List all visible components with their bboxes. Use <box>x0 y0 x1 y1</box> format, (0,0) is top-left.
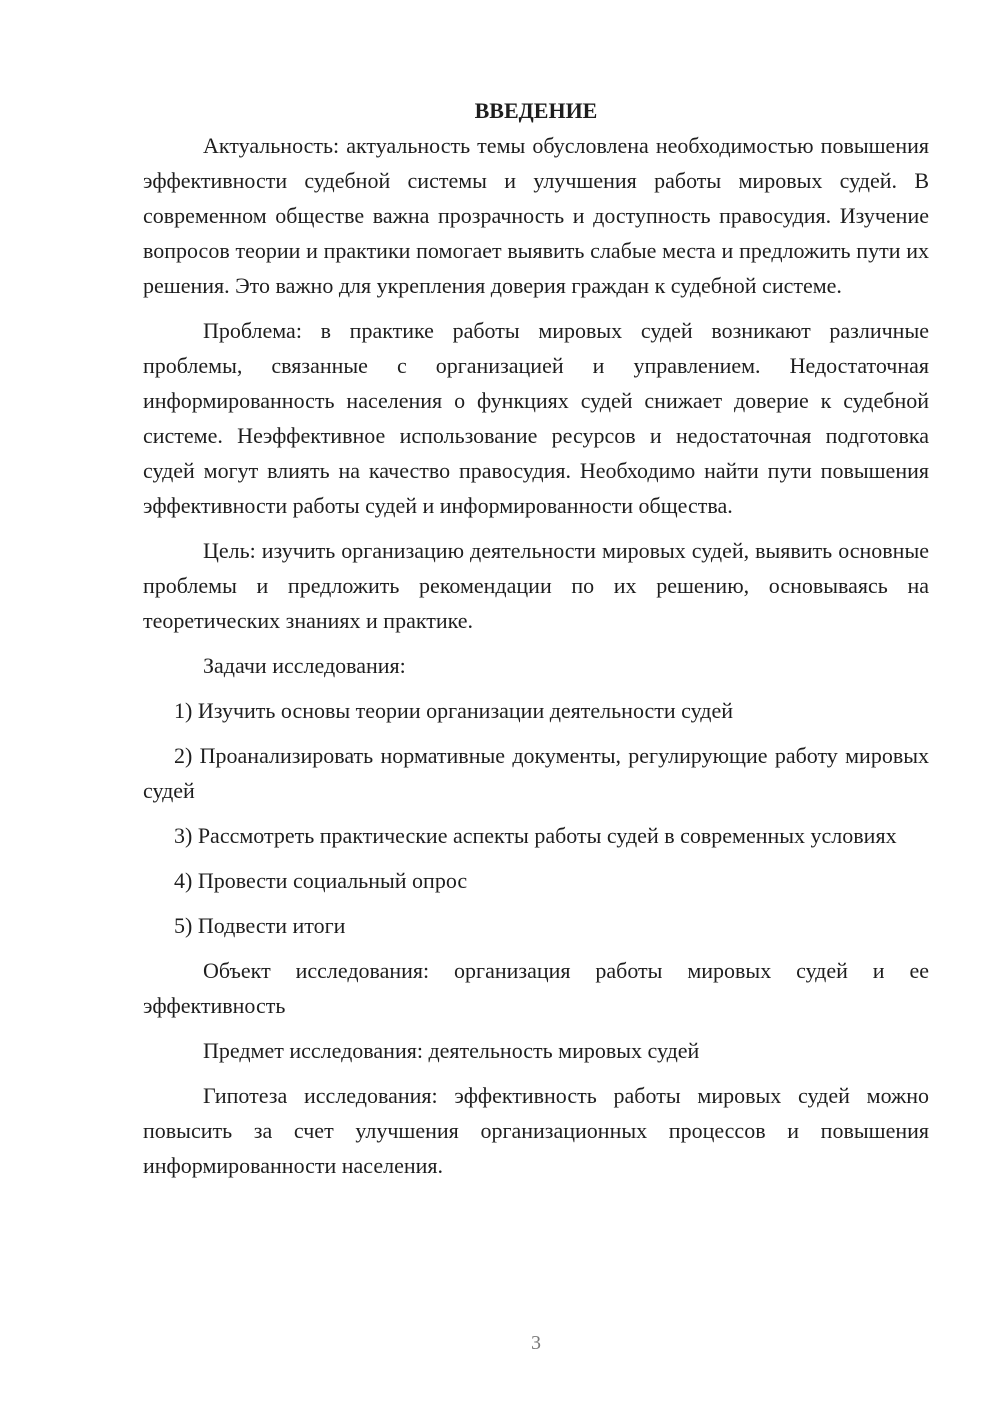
goal-paragraph: Цель: изучить организацию деятельности мировых судей, выявить основные проблемы и предложить рекомендации по их решению, основываясь на теоретических знаниях и практике. <box>143 538 929 633</box>
object-paragraph: Объект исследования: организация работы мировых судей и ее эффективность <box>143 958 929 1018</box>
page-content <box>143 93 929 1193</box>
hypothesis-paragraph: Гипотеза исследования: эффективность работы мировых судей можно повысить за счет улучшения организационных процессов и повышения информированности населения. <box>143 1083 929 1178</box>
tasks-heading: Задачи исследования: <box>203 653 406 678</box>
task-item-3: 3) Рассмотреть практические аспекты работы судей в современных условиях <box>174 823 897 848</box>
section-title: ВВЕДЕНИЕ <box>474 98 598 123</box>
problem-paragraph: Проблема: в практике работы мировых судей возникают различные проблемы, связанные с организацией и управлением. Недостаточная информированность населения о функциях судей снижает доверие к судебной системе. Неэффективное использование ресурсов и недостаточная подготовка судей могут влиять на качество правосудия. Необходимо найти пути повышения эффективности работы судей и информированности общества. <box>143 318 929 518</box>
task-item-1: 1) Изучить основы теории организации деятельности судей <box>174 698 733 723</box>
task-item-2: 2) Проанализировать нормативные документы, регулирующие работу мировых судей <box>143 743 929 803</box>
task-item-4: 4) Провести социальный опрос <box>174 868 468 893</box>
subject-paragraph: Предмет исследования: деятельность мировых судей <box>203 1038 700 1063</box>
relevance-paragraph: Актуальность: актуальность темы обусловлена необходимостью повышения эффективности судебной системы и улучшения работы мировых судей. В современном обществе важна прозрачность и доступность правосудия. Изучение вопросов теории и практики помогает выявить слабые места и предложить пути их решения. Это важно для укрепления доверия граждан к судебной системе. <box>143 133 929 298</box>
task-item-5: 5) Подвести итоги <box>174 913 346 938</box>
page-number: 3 <box>531 1332 541 1354</box>
